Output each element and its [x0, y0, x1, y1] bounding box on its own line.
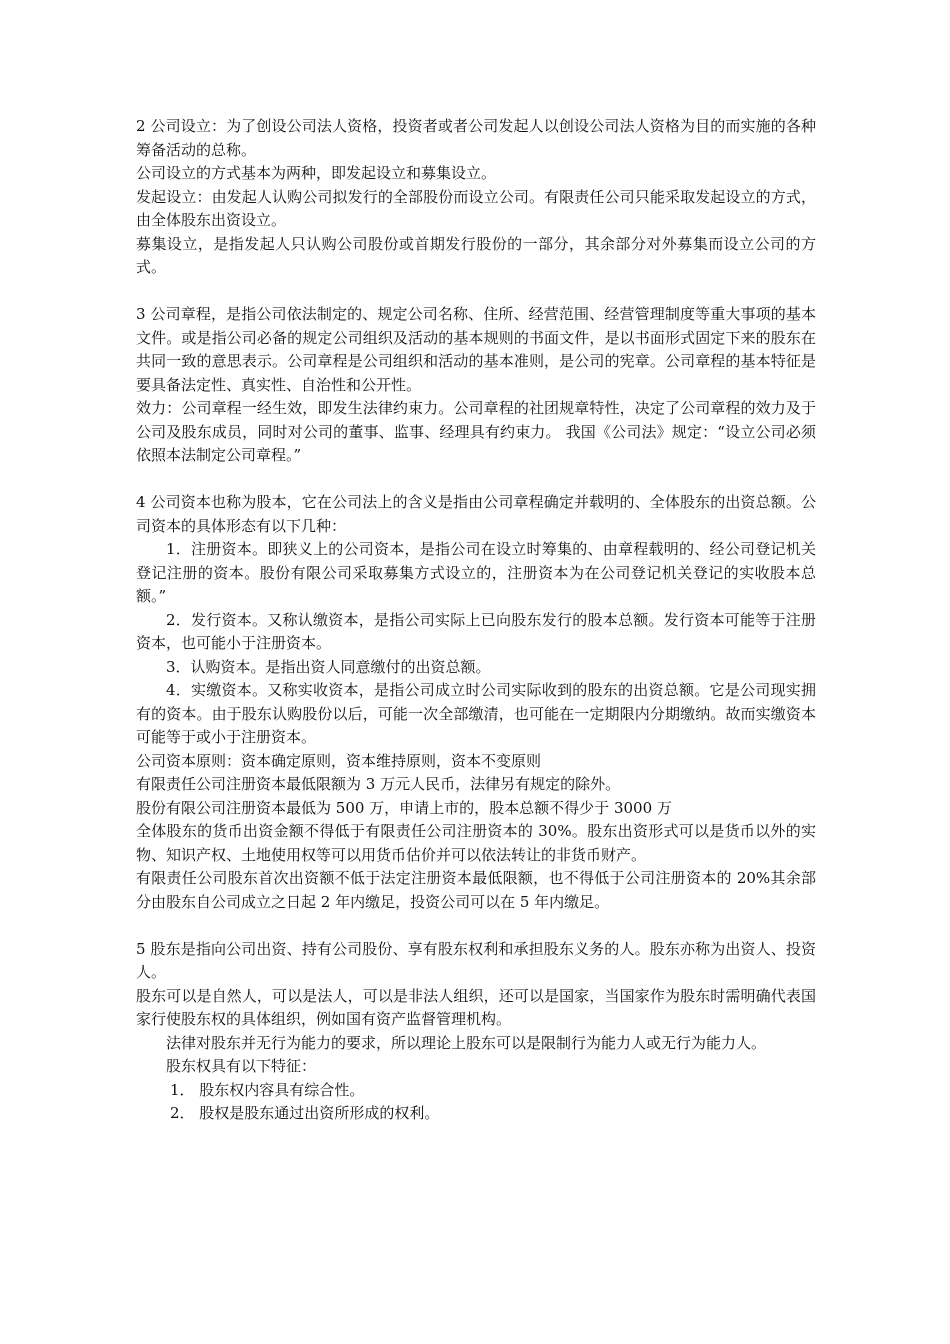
- paragraph: 股东权具有以下特征：: [166, 1057, 317, 1075]
- paragraph: 效力：公司章程一经生效，即发生法律约束力。公司章程的社团规章特性，决定了公司章程的效力及于公司及股东成员，同时对公司的董事、监事、经理具有约束力。 我国《公司法》规定：“设立公司必须依照本法制定公司章程。”: [136, 399, 816, 464]
- paragraph-gap: [136, 914, 816, 938]
- paragraph: 发起设立：由发起人认购公司拟发行的全部股份而设立公司。有限责任公司只能采取发起设立的方式，由全体股东出资设立。: [136, 187, 816, 229]
- section-shareholders: [136, 938, 816, 1126]
- document-page: [136, 115, 816, 1126]
- paragraph: 5 股东是指向公司出资、持有公司股份、享有股东权利和承担股东义务的人。股东亦称为出资人、投资人。: [136, 939, 816, 981]
- list-item: 4．实缴资本。又称实收资本，是指公司成立时公司实际收到的股东的出资总额。它是公司现实拥有的资本。由于股东认购股份以后，可能一次全部缴清，也可能在一定期限内分期缴纳。故而实缴资本可能等于或小于注册资本。: [136, 681, 816, 746]
- paragraph-gap: [136, 280, 816, 304]
- paragraph: 有限责任公司股东首次出资额不低于法定注册资本最低限额，也不得低于公司注册资本的 20%其余部分由股东自公司成立之日起 2 年内缴足，投资公司可以在 5 年内缴足。: [136, 869, 816, 911]
- paragraph-gap: [136, 468, 816, 492]
- paragraph: 公司设立的方式基本为两种，即发起设立和募集设立。: [136, 164, 497, 182]
- paragraph: 股份有限公司注册资本最低为 500 万，申请上市的，股本总额不得少于 3000 万: [136, 798, 672, 817]
- list-item: 2． 股权是股东通过出资所形成的权利。: [170, 1104, 440, 1122]
- paragraph: 募集设立，是指发起人只认购公司股份或首期发行股份的一部分，其余部分对外募集而设立公司的方式。: [136, 234, 816, 276]
- paragraph: 法律对股东并无行为能力的要求，所以理论上股东可以是限制行为能力人或无行为能力人。: [166, 1033, 767, 1052]
- paragraph: 2 公司设立：为了创设公司法人资格，投资者或者公司发起人以创设公司法人资格为目的而实施的各种筹备活动的总称。: [136, 117, 816, 159]
- list-item: 2．发行资本。又称认缴资本，是指公司实际上已向股东发行的股本总额。发行资本可能等于注册资本，也可能小于注册资本。: [136, 610, 816, 652]
- paragraph: 股东可以是自然人，可以是法人，可以是非法人组织，还可以是国家，当国家作为股东时需明确代表国家行使股东权的具体组织，例如国有资产监督管理机构。: [136, 986, 816, 1028]
- paragraph: 有限责任公司注册资本最低限额为 3 万元人民币，法律另有规定的除外。: [136, 775, 621, 793]
- list-item: 1． 股东权内容具有综合性。: [170, 1080, 365, 1099]
- paragraph: 4 公司资本也称为股本，它在公司法上的含义是指由公司章程确定并载明的、全体股东的出资总额。公司资本的具体形态有以下几种：: [136, 493, 816, 535]
- section-articles-of-association: [136, 303, 816, 468]
- section-company-establishment: [136, 115, 816, 280]
- section-company-capital: [136, 491, 816, 914]
- list-item: 3．认购资本。是指出资人同意缴付的出资总额。: [166, 657, 491, 676]
- list-item: 1．注册资本。即狭义上的公司资本，是指公司在设立时筹集的、由章程载明的、经公司登记机关登记注册的资本。股份有限公司采取募集方式设立的，注册资本为在公司登记机关登记的实收股本总额。”: [136, 540, 816, 605]
- paragraph: 全体股东的货币出资金额不得低于有限责任公司注册资本的 30%。股东出资形式可以是货币以外的实物、知识产权、土地使用权等可以用货币估价并可以依法转让的非货币财产。: [136, 822, 816, 864]
- paragraph: 公司资本原则：资本确定原则，资本维持原则，资本不变原则: [136, 751, 542, 770]
- paragraph: 3 公司章程，是指公司依法制定的、规定公司名称、住所、经营范围、经营管理制度等重大事项的基本文件。或是指公司必备的规定公司组织及活动的基本规则的书面文件，是以书面形式固定下来的股东在共同一致的意思表示。公司章程是公司组织和活动的基本准则，是公司的宪章。公司章程的基本特征是要具备法定性、真实性、自治性和公开性。: [136, 305, 816, 394]
